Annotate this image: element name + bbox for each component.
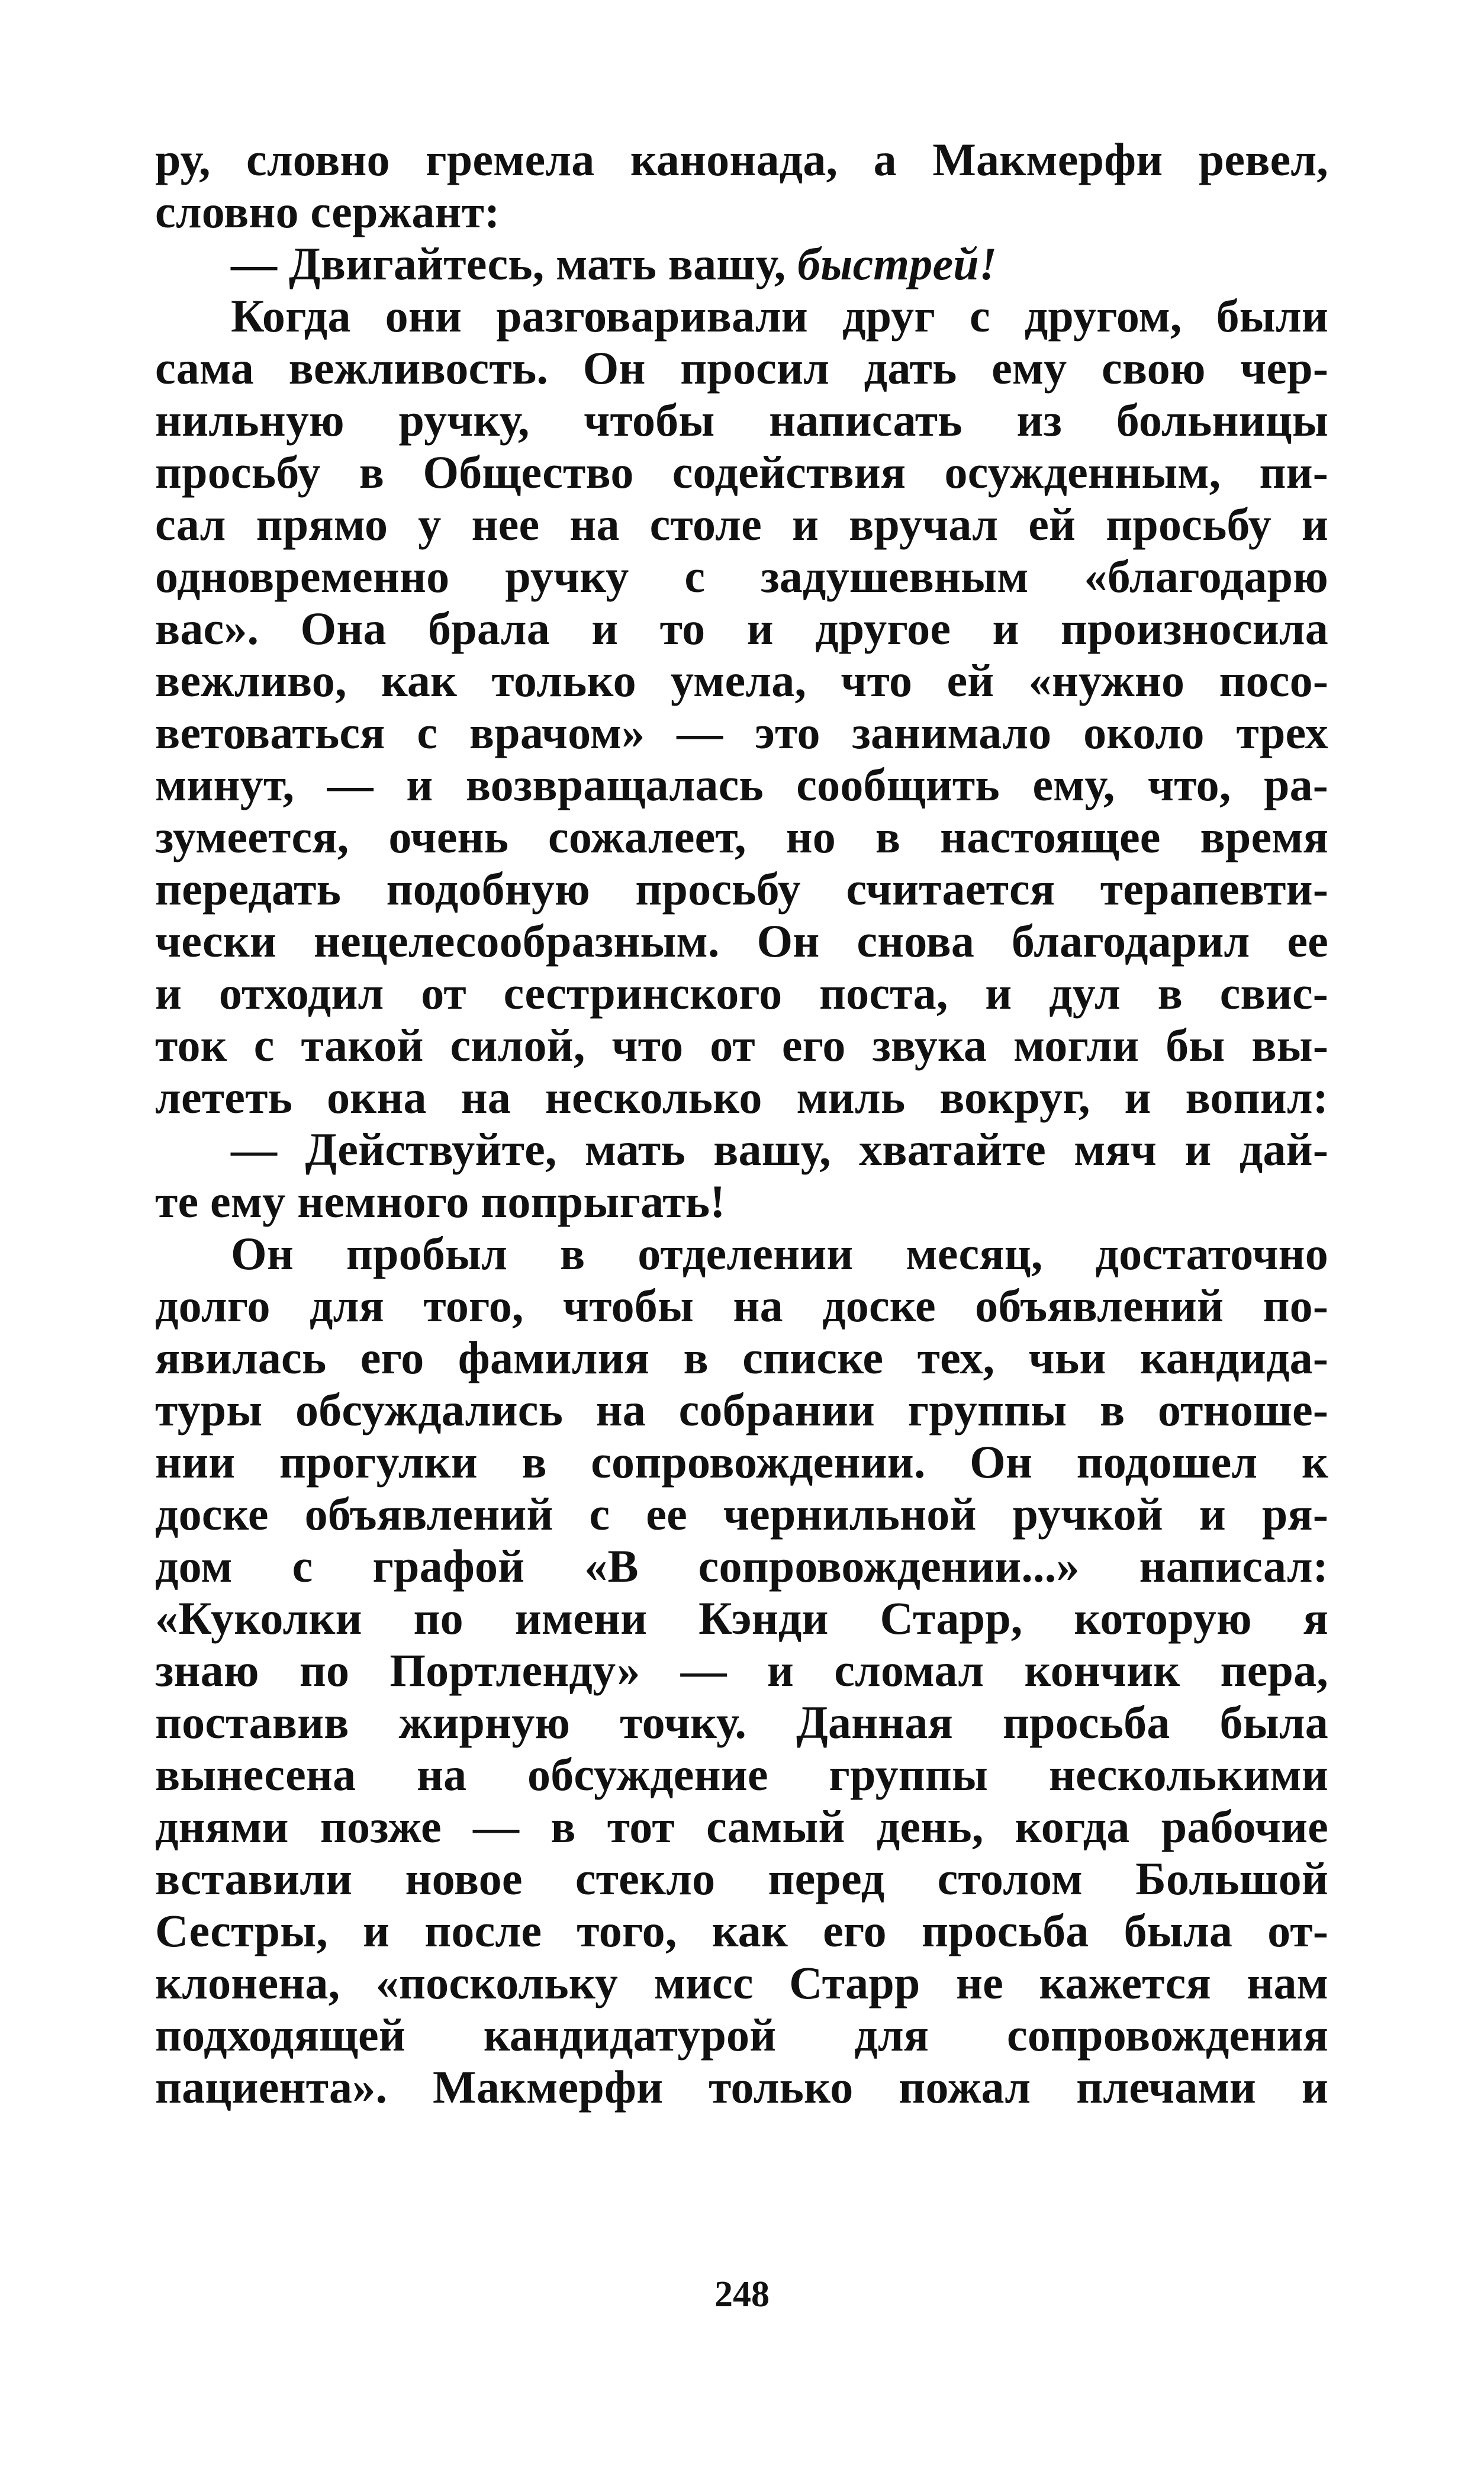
text-line: ветоваться с врачом» — это занимало около трех (155, 707, 1328, 758)
text-line: зумеется, очень сожалеет, но в настоящее время (155, 811, 1328, 862)
text-line: передать подобную просьбу считается терапевти- (155, 863, 1328, 915)
text-line: клонена, «поскольку мисс Старр не кажется нам (155, 1957, 1328, 2008)
text-line: минут, — и возвращалась сообщить ему, что, ра- (155, 759, 1328, 810)
text-line: Сестры, и после того, как его просьба была от- (155, 1905, 1328, 1956)
text-line: лететь окна на несколько миль вокруг, и вопил: (155, 1071, 1328, 1123)
paragraph-start: Когда они разговаривали друг с другом, были (231, 290, 1328, 342)
dialogue-line: — Действуйте, мать вашу, хватайте мяч и дай- (231, 1124, 1328, 1175)
text-line: долго для того, чтобы на доске объявлений по- (155, 1280, 1328, 1331)
text-line: подходящей кандидатурой для сопровождения (155, 2009, 1328, 2061)
text-line: доске объявлений с ее чернильной ручкой и ря- (155, 1488, 1328, 1540)
text-line: чески нецелесообразным. Он снова благодарил ее (155, 915, 1328, 967)
text-line: словно сержант: (155, 186, 500, 237)
text-line: сал прямо у нее на столе и вручал ей просьбу и (155, 498, 1328, 550)
text-line: вас». Она брала и то и другое и произносила (155, 603, 1328, 654)
text-line: днями позже — в тот самый день, когда рабочие (155, 1801, 1328, 1852)
text-line: те ему немного попрыгать! (155, 1176, 726, 1227)
text-line: явилась его фамилия в списке тех, чьи кандида- (155, 1332, 1328, 1383)
text-line: «Куколки по имени Кэнди Старр, которую я (155, 1592, 1328, 1644)
text-line: туры обсуждались на собрании группы в отноше- (155, 1384, 1328, 1435)
body-text (155, 134, 1328, 2217)
text-line: сама вежливость. Он просил дать ему свою чер- (155, 342, 1328, 394)
text-line: одновременно ручку с задушевным «благодарю (155, 551, 1328, 602)
text-line: и отходил от сестринского поста, и дул в свис- (155, 967, 1328, 1019)
text-line: ток с такой силой, что от его звука могли бы вы- (155, 1019, 1328, 1071)
text-line: пациента». Макмерфи только пожал плечами и (155, 2061, 1328, 2113)
dialogue-line (155, 238, 1328, 290)
text-line: вежливо, как только умела, что ей «нужно посо- (155, 655, 1328, 706)
text-line: вынесена на обсуждение группы несколькими (155, 1749, 1328, 1800)
text-line: нильную ручку, чтобы написать из больницы (155, 394, 1328, 446)
page-number: 248 (714, 2274, 770, 2315)
text-line: знаю по Портленду» — и сломал кончик пера, (155, 1644, 1328, 1696)
text-line: просьбу в Общество содействия осужденным, пи- (155, 446, 1328, 498)
paragraph-start: Он пробыл в отделении месяц, достаточно (231, 1228, 1328, 1279)
text-line: нии прогулки в сопровождении. Он подошел к (155, 1436, 1328, 1488)
text-line: дом с графой «В сопровождении...» написал: (155, 1540, 1328, 1592)
text-line: поставив жирную точку. Данная просьба была (155, 1697, 1328, 1748)
dialogue-text: — Двигайтесь, мать вашу, (231, 238, 798, 289)
emphasized-word: быстрей! (797, 238, 997, 289)
text-line: вставили новое стекло перед столом Большой (155, 1853, 1328, 1904)
text-line: ру, словно гремела канонада, а Макмерфи ревел, (155, 134, 1328, 185)
